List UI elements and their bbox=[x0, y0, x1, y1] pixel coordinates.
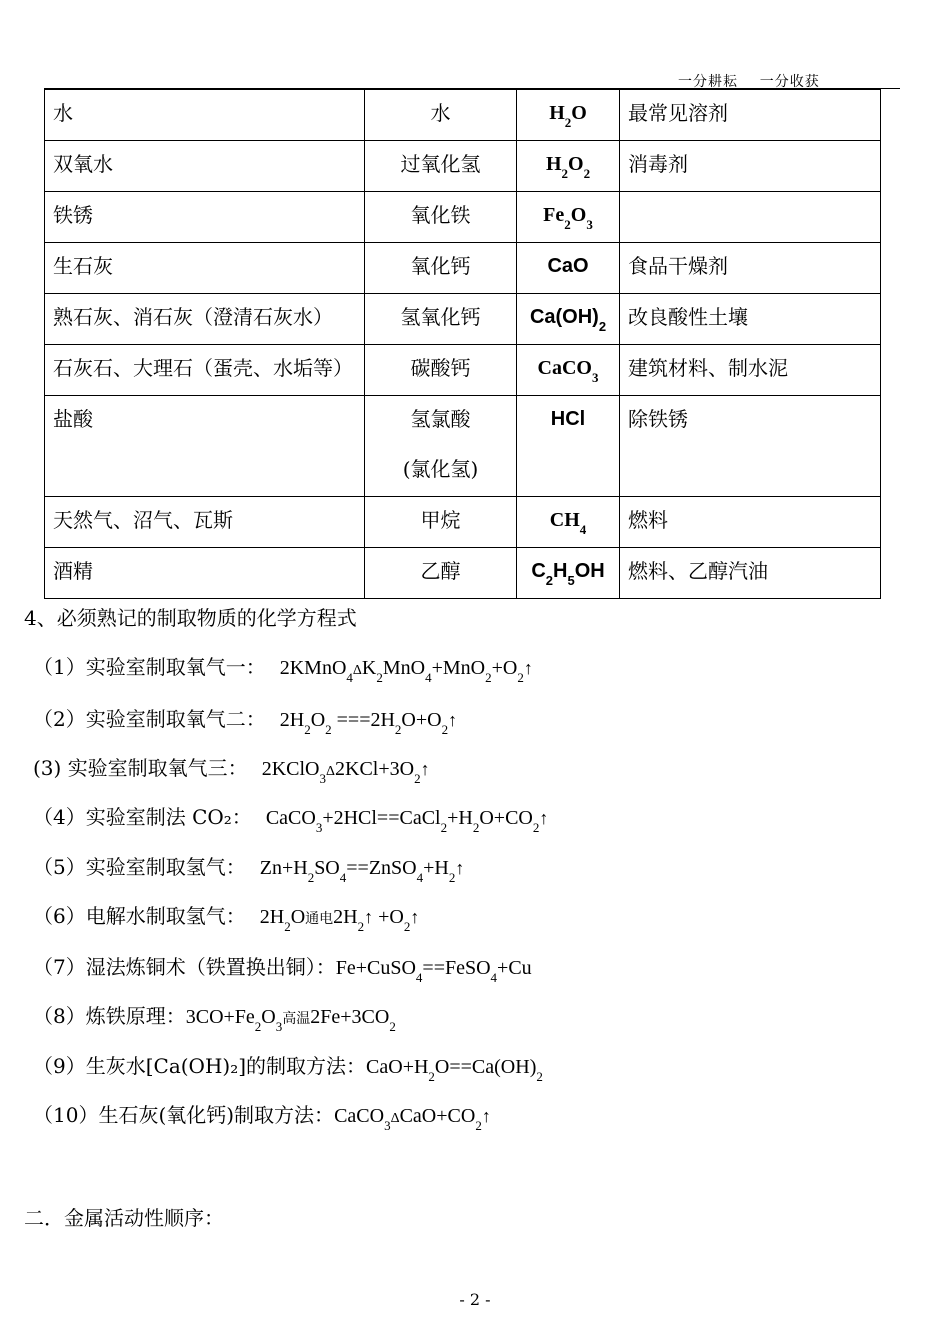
equation-part: CaO+CO bbox=[399, 1105, 476, 1127]
table-row bbox=[45, 141, 881, 192]
equation-line bbox=[33, 1099, 491, 1133]
formula-part: H bbox=[549, 102, 565, 124]
formula-part: 2 bbox=[598, 319, 607, 334]
equation-part: ==ZnSO bbox=[346, 857, 417, 879]
equation-part: +H bbox=[423, 857, 449, 879]
equation-part: 2 bbox=[284, 919, 291, 934]
equation-part: 高温 bbox=[282, 1012, 311, 1027]
equation-formula bbox=[185, 1006, 396, 1034]
equation-part: 2 bbox=[307, 870, 315, 885]
equation-part: ↑ bbox=[523, 658, 533, 678]
table-row bbox=[45, 90, 881, 141]
equation-part: 2 bbox=[440, 820, 448, 835]
equation-part: 2Fe+3CO bbox=[310, 1006, 390, 1028]
equation-part: 2 bbox=[254, 1019, 262, 1034]
equation-label: （10）生石灰(氧化钙)制取方法： bbox=[33, 1103, 335, 1127]
equation-part: O bbox=[261, 1006, 276, 1028]
formula-part: O bbox=[568, 153, 584, 175]
equation-label: （4）实验室制法 CO₂： bbox=[33, 805, 252, 829]
equation-part: 2KClO bbox=[261, 758, 320, 780]
chemical-name-cell: 水 bbox=[365, 90, 517, 141]
chemical-name-cell: 氢氯酸 (氯化氢) bbox=[365, 396, 517, 497]
formula-cell bbox=[517, 192, 620, 243]
equation-part: 2 bbox=[304, 722, 311, 737]
chemical-name-cell: 甲烷 bbox=[365, 497, 517, 548]
equation-formula bbox=[259, 906, 420, 934]
equation-part: 2 bbox=[394, 722, 402, 737]
formula-part: 2 bbox=[564, 217, 571, 232]
equation-part: 2 bbox=[532, 820, 540, 835]
equation-part: +Cu bbox=[497, 957, 532, 979]
equation-part: 3 bbox=[315, 820, 323, 835]
equation-part: O==Ca(OH) bbox=[434, 1056, 537, 1078]
formula-part: 2 bbox=[561, 166, 568, 181]
equation-part: ↑ bbox=[481, 1106, 491, 1126]
equation-line bbox=[33, 1050, 543, 1084]
equation-part: Δ bbox=[390, 1111, 400, 1126]
equation-part: 4 bbox=[339, 870, 347, 885]
page-number: - 2 - bbox=[459, 1290, 491, 1309]
chemical-name-cell: 过氧化氢 bbox=[365, 141, 517, 192]
chemical-name-alt: (氯化氢) bbox=[402, 457, 479, 481]
equation-label: （1）实验室制取氧气一： bbox=[33, 655, 266, 679]
usage-cell: 食品干燥剂 bbox=[620, 243, 881, 294]
usage-cell: 除铁锈 bbox=[620, 396, 881, 497]
equation-part: 2 bbox=[517, 670, 524, 685]
equation-formula bbox=[279, 657, 533, 685]
formula-part: 3 bbox=[586, 217, 593, 232]
equation-part: 2 bbox=[325, 722, 332, 737]
equation-part: O bbox=[310, 709, 326, 731]
common-name-cell: 天然气、沼气、瓦斯 bbox=[45, 497, 365, 548]
table-row bbox=[45, 396, 881, 497]
table-row bbox=[45, 345, 881, 396]
equation-line bbox=[33, 801, 549, 835]
equation-part: 3 bbox=[275, 1019, 283, 1034]
equation-part: 2 bbox=[376, 670, 383, 685]
section-2-title: 二．金属活动性顺序： bbox=[24, 1206, 224, 1230]
equation-part: CaCO bbox=[334, 1105, 385, 1127]
formula-part: CaCO bbox=[537, 357, 592, 379]
common-name-cell: 铁锈 bbox=[45, 192, 365, 243]
equation-part: +H bbox=[447, 807, 473, 829]
usage-cell: 消毒剂 bbox=[620, 141, 881, 192]
equation-line bbox=[33, 900, 420, 934]
equation-part: SO bbox=[314, 857, 340, 879]
equation-label: （8）炼铁原理： bbox=[33, 1004, 186, 1028]
equation-part: 4 bbox=[346, 670, 353, 685]
equation-part: CaO+H bbox=[366, 1056, 429, 1078]
equation-part: Zn+H bbox=[259, 857, 308, 879]
equation-line bbox=[33, 951, 532, 985]
equation-part: ↑ bbox=[410, 907, 420, 927]
equation-part: +MnO bbox=[431, 657, 486, 679]
chemical-name-cell: 氧化钙 bbox=[365, 243, 517, 294]
equation-part: 2 bbox=[472, 820, 480, 835]
equation-part: ↑ bbox=[448, 710, 458, 730]
chemical-name-cell: 氢氧化钙 bbox=[365, 294, 517, 345]
common-name-cell: 熟石灰、消石灰（澄清石灰水） bbox=[45, 294, 365, 345]
equation-formula bbox=[261, 758, 430, 786]
formula-part: O bbox=[570, 204, 587, 226]
formula-cell bbox=[517, 141, 620, 192]
equation-part: 4 bbox=[415, 970, 423, 985]
equation-part: 2H bbox=[333, 906, 358, 928]
equation-line bbox=[33, 851, 465, 885]
equation-formula bbox=[265, 807, 549, 835]
section-4-title: 4、必须熟记的制取物质的化学方程式 bbox=[24, 606, 357, 630]
equation-label: (3) 实验室制取氧气三： bbox=[33, 756, 248, 780]
equation-part: Δ bbox=[325, 764, 335, 779]
equation-part: 4 bbox=[425, 670, 432, 685]
formula-part: CaO bbox=[547, 255, 589, 277]
equation-part: 2 bbox=[389, 1019, 396, 1034]
common-name-cell: 生石灰 bbox=[45, 243, 365, 294]
formula-part: H bbox=[553, 560, 568, 582]
equation-part: O+CO bbox=[479, 807, 533, 829]
equation-part: O+O bbox=[401, 709, 442, 731]
chemical-name-cell: 碳酸钙 bbox=[365, 345, 517, 396]
usage-cell: 燃料、乙醇汽油 bbox=[620, 548, 881, 599]
equation-formula bbox=[335, 957, 532, 985]
equation-formula bbox=[334, 1105, 491, 1133]
equation-part: 2 bbox=[448, 870, 456, 885]
formula-cell bbox=[517, 396, 620, 497]
equation-part: 2KCl+3O bbox=[335, 758, 415, 780]
formula-cell bbox=[517, 243, 620, 294]
equation-part: 4 bbox=[490, 970, 498, 985]
equation-part: CaCO bbox=[265, 807, 316, 829]
usage-cell: 建筑材料、制水泥 bbox=[620, 345, 881, 396]
formula-part: 4 bbox=[579, 522, 587, 537]
equation-label: （6）电解水制取氢气： bbox=[33, 904, 246, 928]
equation-formula bbox=[279, 709, 458, 737]
header-motto: 一分耕耘 一分收获 bbox=[678, 74, 820, 90]
table-row bbox=[45, 548, 881, 599]
chemical-table bbox=[44, 89, 881, 599]
equation-part: 2H bbox=[279, 709, 305, 731]
equation-part: ==FeSO bbox=[422, 957, 491, 979]
equation-part: ↑ bbox=[364, 907, 374, 927]
formula-part: H bbox=[545, 153, 562, 175]
formula-cell bbox=[517, 345, 620, 396]
equation-part: 2 bbox=[428, 1069, 435, 1084]
equation-line bbox=[33, 703, 458, 737]
equation-line bbox=[33, 651, 533, 685]
equation-part: +O bbox=[491, 657, 518, 679]
equation-label: （5）实验室制取氢气： bbox=[33, 855, 246, 879]
formula-part: HCl bbox=[550, 408, 586, 430]
formula-part: 3 bbox=[591, 370, 599, 385]
formula-cell bbox=[517, 90, 620, 141]
chemical-name-cell: 乙醇 bbox=[365, 548, 517, 599]
formula-part: C bbox=[531, 560, 546, 582]
table-row bbox=[45, 192, 881, 243]
equation-line bbox=[33, 752, 430, 786]
equation-part: 2 bbox=[475, 1118, 482, 1133]
equation-part: ↑ bbox=[539, 808, 549, 828]
common-name-cell: 双氧水 bbox=[45, 141, 365, 192]
equation-part: 2 bbox=[403, 919, 411, 934]
formula-part: 2 bbox=[564, 115, 572, 130]
formula-part: CH bbox=[549, 509, 580, 531]
equation-label: （7）湿法炼铜术（铁置换出铜）： bbox=[33, 955, 336, 979]
common-name-cell: 酒精 bbox=[45, 548, 365, 599]
table-row bbox=[45, 497, 881, 548]
chemical-name-cell: 氧化铁 bbox=[365, 192, 517, 243]
equation-part: 通电 bbox=[305, 912, 334, 927]
equation-part: 2KMnO bbox=[279, 657, 347, 679]
equation-formula bbox=[259, 857, 465, 885]
equation-part: 2H bbox=[259, 906, 285, 928]
table-row bbox=[45, 294, 881, 345]
equation-part: ↑ bbox=[455, 858, 465, 878]
equation-label: （9）生灰水[Ca(OH)₂]的制取方法： bbox=[33, 1054, 367, 1078]
usage-cell: 燃料 bbox=[620, 497, 881, 548]
equation-part: K bbox=[361, 657, 377, 679]
equation-part: 2 bbox=[536, 1069, 543, 1084]
formula-part: Ca(OH) bbox=[529, 306, 599, 328]
equation-part: 3CO+Fe bbox=[185, 1006, 255, 1028]
equation-part: ===2H bbox=[331, 709, 395, 731]
equation-part: 3 bbox=[319, 771, 326, 786]
equation-part: 3 bbox=[384, 1118, 391, 1133]
equation-line bbox=[33, 1000, 396, 1034]
equation-part: Δ bbox=[352, 663, 362, 678]
formula-part: 2 bbox=[583, 166, 591, 181]
equation-part: 2 bbox=[441, 722, 449, 737]
equation-part: 2 bbox=[414, 771, 421, 786]
formula-part: 5 bbox=[567, 573, 575, 588]
equation-formula bbox=[366, 1056, 543, 1084]
equation-part: ↑ bbox=[420, 759, 430, 779]
table-row bbox=[45, 243, 881, 294]
equation-part: 2 bbox=[357, 919, 365, 934]
equation-part: 4 bbox=[416, 870, 424, 885]
equation-part: MnO bbox=[382, 657, 426, 679]
usage-cell: 改良酸性土壤 bbox=[620, 294, 881, 345]
equation-part: O bbox=[290, 906, 306, 928]
formula-part: OH bbox=[574, 560, 605, 582]
formula-cell bbox=[517, 548, 620, 599]
equation-part: Fe+CuSO bbox=[335, 957, 416, 979]
equation-part: 2 bbox=[485, 670, 492, 685]
equation-label: （2）实验室制取氧气二： bbox=[33, 707, 266, 731]
formula-cell bbox=[517, 294, 620, 345]
equation-part: +O bbox=[373, 906, 404, 928]
formula-part: Fe bbox=[543, 204, 565, 226]
formula-part: 2 bbox=[545, 573, 553, 588]
formula-cell bbox=[517, 497, 620, 548]
common-name-cell: 石灰石、大理石（蛋壳、水垢等） bbox=[45, 345, 365, 396]
equation-part: +2HCl==CaCl bbox=[322, 807, 441, 829]
formula-part: O bbox=[571, 102, 587, 124]
usage-cell: 最常见溶剂 bbox=[620, 90, 881, 141]
usage-cell bbox=[620, 192, 881, 243]
common-name-cell: 盐酸 bbox=[45, 396, 365, 497]
common-name-cell: 水 bbox=[45, 90, 365, 141]
